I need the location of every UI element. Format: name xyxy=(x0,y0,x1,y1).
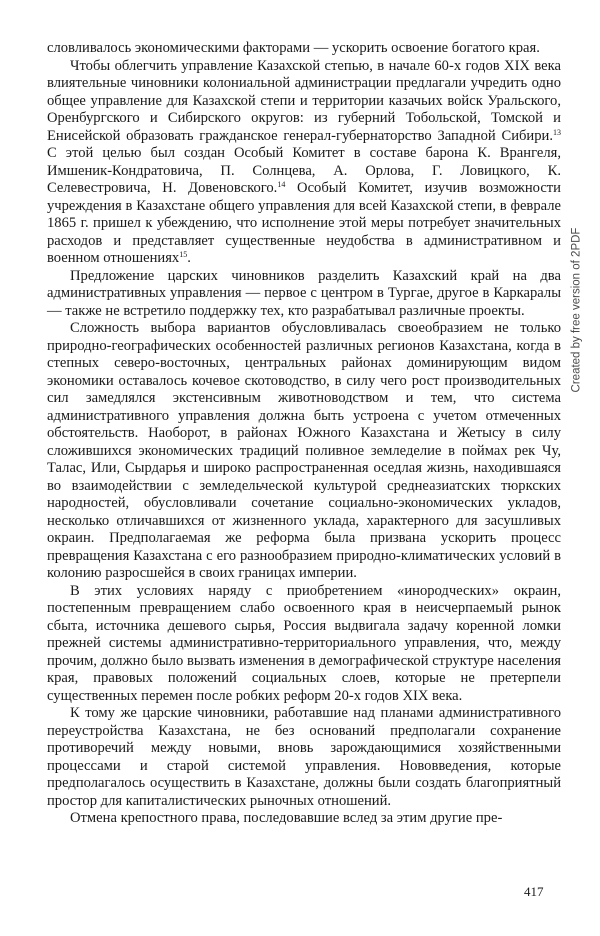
page-number: 417 xyxy=(524,884,544,899)
paragraph-2 xyxy=(47,58,561,268)
watermark-text: Created by free version of 2PDF xyxy=(570,227,583,393)
paragraph-2-part-b: С этой целью был создан Особый Комитет в составе барона К. Врангеля, Имшеник-Кондратовича, П. Солнцева, А. Орлова, Г. Ловицкого, К. Селевестровича, Н. Довеновского. xyxy=(47,145,561,196)
paragraph-5: В этих условиях наряду с приобретением «инородческих» окраин, постепенным превращением слабо освоенного края в неисчерпаемый рынок сбыта, источника дешевого сырья, Россия выдвигала задачу коренной ломки прежней системы административно-территориального управления, что, между прочим, должно было вызвать изменения в демографической структуре населения края, правовых положений социальных слоев, которые не претерпели существенных перемен после робких реформ 20-х годов XIX века. xyxy=(47,582,561,704)
footnote-ref-15: 15 xyxy=(179,250,188,259)
paragraph-4: Сложность выбора вариантов обусловливалась своеобразием не только природно-географических особенностей различных регионов Казахстана, когда в степных северо-восточных, центральных районах доминирующим видом экономики оставалось кочевое скотоводство, в силу чего рост производительных сил замедлялся экстенсивным животноводством и тем, что система административного управления должна быть устроена с учетом отмеченных обстоятельств. Наоборот, в районах Южного Казахстана и Жетысу в силу сложившихся экономических традиций поливное земледелие в поймах рек Чу, Талас, Или, Сырдарья и широко распространенная оседлая жизнь, находившаяся во взаимодействии с земледельческой культурой среднеазиатских тюркских народностей, обусловливали сочетание социально-экономических укладов, несколько отличавшихся от жизненного уклада, характерного для засушливых окраин. Предполагаемая же реформа была призвана ускорить процесс превращения Казахстана с его разнообразием природно-климатических условий в колонию разросшейся в своих границах империи. xyxy=(47,320,561,581)
footnote-ref-13: 13 xyxy=(553,127,561,137)
paragraph-2-part-d: . xyxy=(187,250,191,266)
paragraph-2-part-c: Особый Комитет, изучив возможности учреждения в Казахстане общего управления для всей Казахской степи, в феврале 1865 г. пришел к убеждению, что исполнение этой меры потребует значительных расходов и представляет существенные неудобства в административном и военном отношениях xyxy=(47,180,561,266)
paragraph-7: Отмена крепостного права, последовавшие вслед за этим другие пре- xyxy=(70,810,503,826)
watermark xyxy=(568,200,584,420)
paragraph-2-part-a: Чтобы облегчить управление Казахской степью, в начале 60-х годов XIX века влиятельные чиновники колониальной администрации предлагали учредить одно общее управление для Казахской степи и территории казачьих войск Уральского, Оренбургского и Сибирского округов: из губерний Тобольской, Томской и Енисейской образовать гражданское генерал-губернаторство Западной Сибири. xyxy=(47,57,561,144)
paragraph-6: К тому же царские чиновники, работавшие над планами административного переустройства Казахстана, не без оснований предполагали сохранение противоречий между новыми, вновь зарождающимися хозяйственными процессами и старой системой управления. Нововведения, которые предполагалось осуществить в Казахстане, должны были создать благоприятный простор для капиталистических рыночных отношений. xyxy=(47,705,561,809)
paragraph-3: Предложение царских чиновников разделить Казахский край на два административных управления — первое с центром в Тургае, другое в Каркаралы — также не встретило поддержку тех, кто разрабатывал различные проекты. xyxy=(47,267,561,319)
paragraph-1: словливалось экономическими факторами — ускорить освоение богатого края. xyxy=(47,40,540,56)
page-body xyxy=(47,40,561,828)
footnote-ref-14: 14 xyxy=(277,180,286,189)
